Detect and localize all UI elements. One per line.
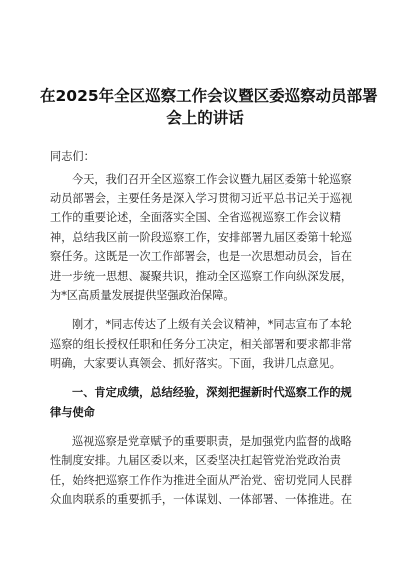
paragraph-1-line: 今天，我们召开全区巡察工作会议暨九届区委第十轮巡察 bbox=[72, 173, 352, 186]
paragraph-3-line: 性制度安排。九届区委以来，区委坚决扛起管党治党政治责 bbox=[50, 454, 341, 467]
paragraph-2-line: 明确，大家要认真领会、抓好落实。下面，我讲几点意见。 bbox=[50, 357, 341, 370]
paragraph-1-line: 察任务。这既是一次工作部署会，也是一次思想动员会，旨在 bbox=[50, 250, 353, 263]
paragraph-1-line: 进一步统一思想、凝聚共识，推动全区巡察工作向纵深发展， bbox=[50, 270, 353, 283]
paragraph-1-line: 神，总结我区前一阶段巡察工作，安排部署九届区委第十轮巡 bbox=[50, 231, 353, 244]
section-heading-line-1: 一、肯定成绩，总结经验，深刻把握新时代巡察工作的规 bbox=[72, 386, 352, 399]
paragraph-3-line: 任，始终把巡察工作作为推进全面从严治党、密切党同人民群 bbox=[50, 474, 353, 487]
paragraph-2-line: 刚才，*同志传达了上级有关会议精神，*同志宣布了本轮 bbox=[72, 318, 352, 331]
salutation: 同志们： bbox=[50, 150, 95, 163]
paragraph-3-line: 众血肉联系的重要抓手，一体谋划、一体部署、一体推进。在 bbox=[50, 493, 353, 506]
document-title-line-2: 会上的讲话 bbox=[166, 109, 244, 127]
paragraph-1-line: 动员部署会，主要任务是深入学习贯彻习近平总书记关于巡视 bbox=[50, 192, 353, 205]
section-heading-line-2: 律与使命 bbox=[50, 406, 95, 419]
paragraph-2-line: 巡察的组长授权任职和任务分工决定，相关部署和要求都非常 bbox=[50, 338, 353, 351]
paragraph-1-line: 为*区高质量发展提供坚强政治保障。 bbox=[50, 289, 235, 302]
document-title-line-1: 在2025年全区巡察工作会议暨区委巡察动员部署 bbox=[40, 87, 378, 105]
paragraph-1-line: 工作的重要论述，全面落实全国、全省巡视巡察工作会议精 bbox=[50, 211, 341, 224]
paragraph-3-line: 巡视巡察是党章赋予的重要职责，是加强党内监督的战略 bbox=[72, 435, 352, 448]
